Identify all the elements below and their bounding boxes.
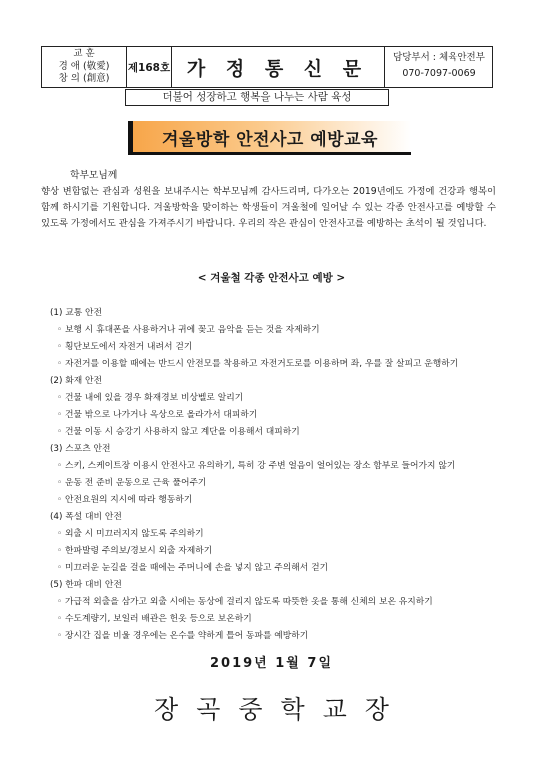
list-item: ◦ 횡단보도에서 자전거 내려서 걷기 [57, 342, 193, 352]
principal-signature: 장곡중학교장 [154, 695, 407, 724]
list-item: ◦ 장시간 집을 비울 경우에는 온수를 약하게 틀어 동파를 예방하기 [57, 631, 309, 641]
issue-date: 2019년 1월 7일 [210, 656, 333, 671]
issue-number: 제168호 [127, 47, 172, 87]
list-item: ◦ 수도계량기, 보일러 배관은 헌옷 등으로 보온하기 [57, 614, 252, 624]
motto-line-2: 창 의 (創意) [58, 73, 110, 84]
list-item: ◦ 보행 시 휴대폰을 사용하거나 귀에 꽂고 음악을 듣는 것을 자제하기 [57, 325, 320, 335]
section-title-sports: (3) 스포츠 안전 [50, 444, 111, 454]
list-item: ◦ 자전거를 이용할 때에는 반드시 안전모를 착용하고 자전거도로를 이용하며 좌, 우를 잘 살피고 운행하기 [57, 359, 459, 369]
banner-title: 겨울방학 안전사고 예방교육 [162, 130, 378, 150]
list-item: ◦ 미끄러운 눈길을 걸을 때에는 주머니에 손을 넣지 않고 주의해서 걷기 [57, 563, 329, 573]
list-item: ◦ 안전요원의 지시에 따라 행동하기 [57, 495, 193, 505]
list-item: ◦ 한파발령 주의보/경보시 외출 자제하기 [57, 546, 213, 556]
header-table [41, 46, 493, 88]
intro-paragraph: 향상 변함없는 관심과 성원을 보내주시는 학부모님께 감사드리며, 다가오는 2019년에도 가정에 건강과 행복이 함께 하시기를 기원합니다. 겨울방학을 맞이하는 학생들이 겨울철에 일어날 수 있는 각종 안전사고를 예방할 수 있도록 가정에서도 관심을 가져주시기 바랍니다. 우리의 작은 관심이 안전사고를 예방하는 초석이 될 것입니다. [41, 186, 496, 229]
section-title-snow: (4) 폭설 대비 안전 [50, 512, 122, 522]
department-phone: 070-7097-0069 [402, 68, 476, 79]
greeting: 학부모님께 [70, 170, 118, 181]
motto-line-1: 경 애 (敬愛) [58, 60, 110, 72]
section-title-traffic: (1) 교통 안전 [50, 308, 103, 318]
list-item: ◦ 건물 내에 있을 경우 화재경보 비상벨로 알리기 [57, 393, 244, 403]
section-title-cold: (5) 한파 대비 안전 [50, 580, 122, 590]
list-item: ◦ 운동 전 준비 운동으로 근육 풀어주기 [57, 478, 207, 488]
school-motto [42, 47, 127, 87]
newsletter-title: 가 정 통 신 문 [171, 47, 385, 87]
school-slogan: 더불어 성장하고 행복을 나누는 사람 육성 [125, 89, 389, 106]
list-item: ◦ 스키, 스케이트장 이용시 안전사고 유의하기, 특히 강 주변 얼음이 얼어있는 장소 함부로 들어가지 않기 [57, 461, 456, 471]
list-item: ◦ 건물 밖으로 나가거나 옥상으로 올라가서 대피하기 [57, 410, 258, 420]
list-item: ◦ 가급적 외출을 삼가고 외출 시에는 동상에 걸리지 않도록 따뜻한 옷을 통해 신체의 보온 유지하기 [57, 597, 433, 607]
department-name: 담당부서 : 체육안전부 [393, 52, 485, 63]
list-item: ◦ 외출 시 미끄러지지 않도록 주의하기 [57, 529, 204, 539]
section-title-fire: (2) 화재 안전 [50, 376, 103, 386]
list-item: ◦ 건물 이동 시 승강기 사용하지 않고 계단을 이용해서 대피하기 [57, 427, 300, 437]
motto-label: 교 훈 [73, 48, 95, 59]
section-subtitle: < 겨울철 각종 안전사고 예방 > [197, 272, 346, 284]
department-info [384, 47, 494, 87]
